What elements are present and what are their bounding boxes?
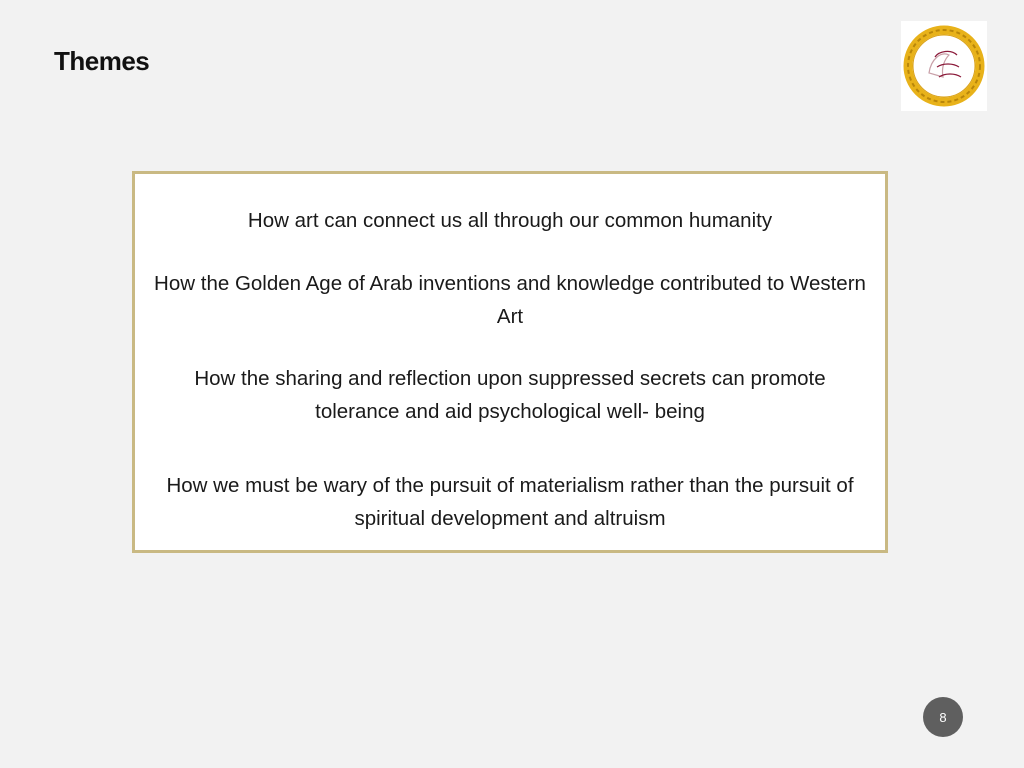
- theme-item: How we must be wary of the pursuit of materialism rather than the pursuit of spiritual development and altruism: [166, 474, 854, 530]
- theme-item: How the Golden Age of Arab inventions and knowledge contributed to Western Art: [154, 272, 866, 328]
- company-logo: [901, 21, 987, 111]
- theme-item: How art can connect us all through our common humanity: [247, 209, 773, 232]
- slide-title: Themes: [54, 46, 150, 76]
- themes-box: [132, 171, 888, 553]
- page-number-badge: 8: [923, 697, 963, 737]
- theme-item: How the sharing and reflection upon suppressed secrets can promote tolerance and aid psychological well- being: [194, 367, 826, 423]
- logo-emblem-icon: [901, 21, 987, 111]
